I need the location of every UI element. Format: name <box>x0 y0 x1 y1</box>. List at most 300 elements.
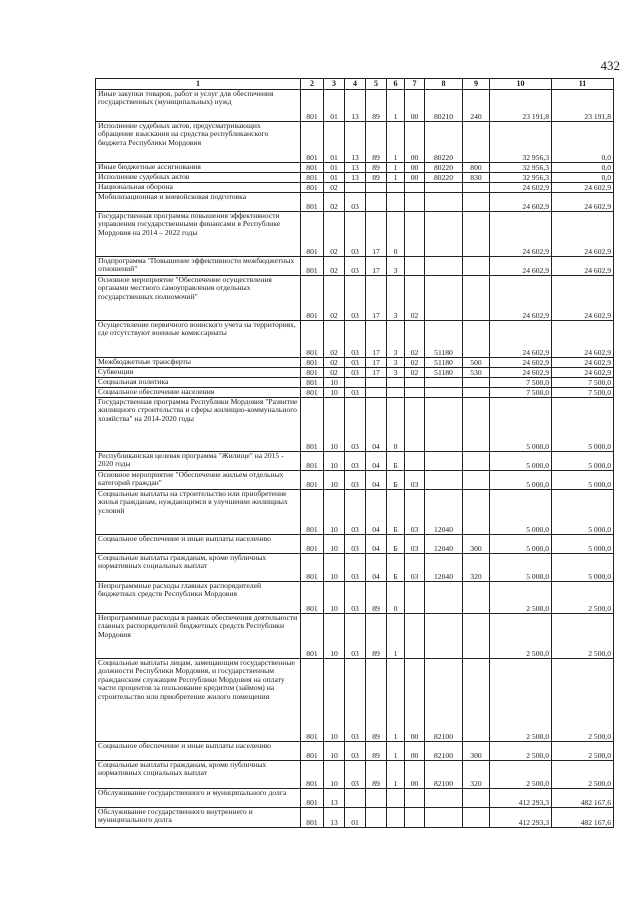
code-cell <box>425 614 463 659</box>
code-cell: 801 <box>301 276 324 321</box>
table-row <box>96 761 614 789</box>
code-cell: 00 <box>405 742 425 761</box>
amount-cell: 32 956,3 <box>490 122 552 163</box>
row-name-cell: Государственная программа повышения эффективности управления государственными финансами в Республике Мордовия на 2014 – 2022 годы <box>96 212 301 257</box>
code-cell: 02 <box>405 276 425 321</box>
code-cell <box>425 471 463 490</box>
code-cell: 3 <box>387 358 405 368</box>
code-cell: 03 <box>345 490 366 535</box>
amount-cell: 482 167,6 <box>552 789 614 808</box>
code-cell: 80210 <box>425 90 463 122</box>
amount-cell: 412 293,3 <box>490 789 552 808</box>
table-row <box>96 388 614 398</box>
code-cell: 1 <box>387 173 405 183</box>
code-cell: 17 <box>366 321 387 358</box>
code-cell: 1 <box>387 90 405 122</box>
amount-cell: 24 602,9 <box>490 358 552 368</box>
code-cell <box>366 789 387 808</box>
code-cell: 801 <box>301 554 324 582</box>
code-cell: 300 <box>463 535 490 554</box>
code-cell: 00 <box>405 761 425 789</box>
amount-cell: 5 000,0 <box>552 471 614 490</box>
code-cell: 03 <box>345 321 366 358</box>
code-cell: 89 <box>366 90 387 122</box>
amount-cell: 24 602,9 <box>490 193 552 212</box>
code-cell: 10 <box>324 388 345 398</box>
code-cell: 01 <box>324 122 345 163</box>
table-row <box>96 378 614 388</box>
column-header: 8 <box>425 79 463 90</box>
code-cell: 801 <box>301 183 324 193</box>
row-name-cell: Основное мероприятие "Обеспечение осуществления органами местного самоуправления отдельных государственных полномочий" <box>96 276 301 321</box>
amount-cell: 5 000,0 <box>490 398 552 452</box>
code-cell: 03 <box>405 471 425 490</box>
code-cell: 17 <box>366 358 387 368</box>
code-cell: Б <box>387 535 405 554</box>
code-cell: 801 <box>301 388 324 398</box>
amount-cell: 24 602,9 <box>552 183 614 193</box>
code-cell <box>425 378 463 388</box>
code-cell: 17 <box>366 212 387 257</box>
code-cell <box>405 614 425 659</box>
code-cell: 13 <box>345 163 366 173</box>
code-cell: 03 <box>345 388 366 398</box>
code-cell <box>366 183 387 193</box>
row-name-cell: Государственная программа Республики Мордовия "Развитие жилищного строительства и сферы жилищно-коммунального хозяйства" на 2014-2020 годы <box>96 398 301 452</box>
code-cell: 0 <box>387 582 405 614</box>
code-cell: 13 <box>345 90 366 122</box>
code-cell: 04 <box>366 452 387 471</box>
column-header: 2 <box>301 79 324 90</box>
code-cell: 89 <box>366 742 387 761</box>
code-cell: 801 <box>301 90 324 122</box>
code-cell: 89 <box>366 582 387 614</box>
code-cell: 80220 <box>425 173 463 183</box>
table-row <box>96 452 614 471</box>
code-cell: 02 <box>324 193 345 212</box>
amount-cell: 2 500,0 <box>552 614 614 659</box>
code-cell <box>463 122 490 163</box>
table-row <box>96 90 614 122</box>
code-cell <box>425 212 463 257</box>
code-cell: 03 <box>405 554 425 582</box>
code-cell <box>425 452 463 471</box>
amount-cell: 0,0 <box>552 122 614 163</box>
code-cell <box>425 183 463 193</box>
code-cell <box>463 193 490 212</box>
code-cell: 03 <box>345 257 366 276</box>
code-cell: 801 <box>301 163 324 173</box>
amount-cell: 5 000,0 <box>490 490 552 535</box>
amount-cell: 2 500,0 <box>490 659 552 742</box>
code-cell: 0 <box>387 212 405 257</box>
amount-cell: 482 167,6 <box>552 808 614 828</box>
code-cell: 03 <box>345 554 366 582</box>
code-cell: 10 <box>324 398 345 452</box>
row-name-cell: Социальное обеспечение и иные выплаты населению <box>96 535 301 554</box>
amount-cell: 24 602,9 <box>490 321 552 358</box>
budget-table-body <box>96 90 614 828</box>
code-cell: 801 <box>301 398 324 452</box>
amount-cell: 24 602,9 <box>490 257 552 276</box>
code-cell <box>463 398 490 452</box>
code-cell: 801 <box>301 582 324 614</box>
column-header: 9 <box>463 79 490 90</box>
amount-cell: 412 293,3 <box>490 808 552 828</box>
amount-cell: 2 500,0 <box>552 659 614 742</box>
code-cell: 801 <box>301 122 324 163</box>
code-cell: 3 <box>387 321 405 358</box>
code-cell: 3 <box>387 368 405 378</box>
code-cell: 82100 <box>425 742 463 761</box>
amount-cell: 5 000,0 <box>552 535 614 554</box>
amount-cell: 5 000,0 <box>490 554 552 582</box>
code-cell <box>425 193 463 212</box>
code-cell: 03 <box>345 193 366 212</box>
code-cell: 03 <box>345 398 366 452</box>
table-row <box>96 582 614 614</box>
code-cell: 13 <box>324 789 345 808</box>
code-cell: 02 <box>324 183 345 193</box>
code-cell: 00 <box>405 173 425 183</box>
code-cell <box>425 388 463 398</box>
code-cell <box>425 808 463 828</box>
row-name-cell: Социальные выплаты гражданам, кроме публичных нормативных социальных выплат <box>96 761 301 789</box>
code-cell: 02 <box>324 257 345 276</box>
code-cell: 03 <box>345 582 366 614</box>
amount-cell: 7 500,0 <box>490 378 552 388</box>
code-cell: 03 <box>345 742 366 761</box>
code-cell <box>463 212 490 257</box>
code-cell: 03 <box>345 276 366 321</box>
column-header: 3 <box>324 79 345 90</box>
table-row <box>96 276 614 321</box>
code-cell <box>425 257 463 276</box>
code-cell: Б <box>387 490 405 535</box>
row-name-cell: Социальная политика <box>96 378 301 388</box>
table-row <box>96 358 614 368</box>
table-row <box>96 193 614 212</box>
code-cell: Б <box>387 471 405 490</box>
code-cell <box>463 276 490 321</box>
code-cell: 03 <box>405 490 425 535</box>
row-name-cell: Непрограммные расходы главных распорядителей бюджетных средств Республики Мордовия <box>96 582 301 614</box>
code-cell <box>387 183 405 193</box>
row-name-cell: Социальное обеспечение и иные выплаты населению <box>96 742 301 761</box>
code-cell: 03 <box>345 452 366 471</box>
code-cell: 830 <box>463 173 490 183</box>
code-cell: 04 <box>366 535 387 554</box>
code-cell: 801 <box>301 452 324 471</box>
code-cell <box>387 789 405 808</box>
code-cell: 10 <box>324 554 345 582</box>
column-header: 1 <box>96 79 301 90</box>
code-cell: Б <box>387 452 405 471</box>
code-cell: 02 <box>405 321 425 358</box>
code-cell: 01 <box>324 90 345 122</box>
header-row <box>96 79 614 90</box>
amount-cell: 7 500,0 <box>490 388 552 398</box>
amount-cell: 7 500,0 <box>552 388 614 398</box>
code-cell: 801 <box>301 193 324 212</box>
code-cell: 89 <box>366 163 387 173</box>
amount-cell: 32 956,3 <box>490 163 552 173</box>
table-row <box>96 554 614 582</box>
table-row <box>96 789 614 808</box>
code-cell <box>366 808 387 828</box>
amount-cell: 5 000,0 <box>490 452 552 471</box>
table-row <box>96 368 614 378</box>
code-cell: 89 <box>366 173 387 183</box>
code-cell <box>463 183 490 193</box>
code-cell: 03 <box>345 659 366 742</box>
code-cell: 10 <box>324 582 345 614</box>
code-cell <box>425 276 463 321</box>
code-cell: 801 <box>301 742 324 761</box>
code-cell <box>366 378 387 388</box>
code-cell: 801 <box>301 358 324 368</box>
code-cell <box>463 257 490 276</box>
row-name-cell: Республиканская целевая программа "Жилище" на 2015 - 2020 годы <box>96 452 301 471</box>
table-row <box>96 173 614 183</box>
row-name-cell: Непрограммные расходы в рамках обеспечения деятельности главных распорядителей бюджетных средств Республики Мордовия <box>96 614 301 659</box>
code-cell: 10 <box>324 742 345 761</box>
amount-cell: 23 191,8 <box>552 90 614 122</box>
amount-cell: 2 500,0 <box>490 742 552 761</box>
code-cell <box>425 582 463 614</box>
code-cell: 12040 <box>425 490 463 535</box>
code-cell: 10 <box>324 659 345 742</box>
amount-cell: 5 000,0 <box>552 554 614 582</box>
amount-cell: 5 000,0 <box>552 398 614 452</box>
code-cell: 04 <box>366 398 387 452</box>
code-cell: 1 <box>387 163 405 173</box>
row-name-cell: Национальная оборона <box>96 183 301 193</box>
row-name-cell: Исполнение судебных актов <box>96 173 301 183</box>
code-cell: 3 <box>387 276 405 321</box>
code-cell: 17 <box>366 368 387 378</box>
code-cell: 89 <box>366 122 387 163</box>
code-cell: 10 <box>324 535 345 554</box>
code-cell: 10 <box>324 490 345 535</box>
code-cell: 300 <box>463 742 490 761</box>
amount-cell: 24 602,9 <box>552 276 614 321</box>
code-cell: 02 <box>324 276 345 321</box>
code-cell: 03 <box>345 614 366 659</box>
amount-cell: 24 602,9 <box>490 276 552 321</box>
code-cell <box>463 808 490 828</box>
code-cell: 82100 <box>425 659 463 742</box>
amount-cell: 24 602,9 <box>490 183 552 193</box>
code-cell: 03 <box>345 368 366 378</box>
row-name-cell: Социальное обеспечение населения <box>96 388 301 398</box>
row-name-cell: Субвенции <box>96 368 301 378</box>
amount-cell: 0,0 <box>552 173 614 183</box>
table-row <box>96 122 614 163</box>
row-name-cell: Социальные выплаты на строительство или приобретение жилья гражданам, нуждающимся в улучшении жилищных условий <box>96 490 301 535</box>
table-row <box>96 535 614 554</box>
code-cell: 1 <box>387 614 405 659</box>
code-cell: 02 <box>324 358 345 368</box>
code-cell <box>463 582 490 614</box>
column-header: 4 <box>345 79 366 90</box>
code-cell: 801 <box>301 808 324 828</box>
code-cell <box>405 388 425 398</box>
amount-cell: 24 602,9 <box>490 368 552 378</box>
budget-table <box>95 78 614 828</box>
code-cell <box>405 212 425 257</box>
table-row <box>96 614 614 659</box>
code-cell: 12040 <box>425 554 463 582</box>
code-cell <box>387 193 405 212</box>
column-header: 11 <box>552 79 614 90</box>
code-cell: 10 <box>324 614 345 659</box>
code-cell: 17 <box>366 276 387 321</box>
code-cell <box>405 808 425 828</box>
row-name-cell: Подпрограмма "Повышение эффективности межбюджетных отношений" <box>96 257 301 276</box>
code-cell <box>463 321 490 358</box>
code-cell: Б <box>387 554 405 582</box>
code-cell <box>463 614 490 659</box>
code-cell: 13 <box>345 173 366 183</box>
amount-cell: 5 000,0 <box>490 471 552 490</box>
code-cell <box>463 789 490 808</box>
table-row <box>96 212 614 257</box>
code-cell: 04 <box>366 490 387 535</box>
amount-cell: 24 602,9 <box>552 193 614 212</box>
table-row <box>96 398 614 452</box>
code-cell: 801 <box>301 378 324 388</box>
amount-cell: 7 500,0 <box>552 378 614 388</box>
amount-cell: 5 000,0 <box>552 452 614 471</box>
code-cell: 3 <box>387 257 405 276</box>
code-cell: 13 <box>324 808 345 828</box>
code-cell <box>463 659 490 742</box>
code-cell: 03 <box>345 761 366 789</box>
table-row <box>96 808 614 828</box>
row-name-cell: Осуществление первичного воинского учета на территориях, где отсутствуют военные комиссариаты <box>96 321 301 358</box>
amount-cell: 24 602,9 <box>552 321 614 358</box>
code-cell: 02 <box>324 368 345 378</box>
code-cell <box>366 193 387 212</box>
row-name-cell: Мобилизационная и вневойсковая подготовка <box>96 193 301 212</box>
code-cell: 13 <box>345 122 366 163</box>
amount-cell: 24 602,9 <box>552 358 614 368</box>
code-cell: 801 <box>301 614 324 659</box>
code-cell: 01 <box>324 173 345 183</box>
code-cell: 04 <box>366 554 387 582</box>
code-cell <box>405 257 425 276</box>
code-cell: 240 <box>463 90 490 122</box>
code-cell: 1 <box>387 122 405 163</box>
code-cell: 51180 <box>425 321 463 358</box>
code-cell: 03 <box>345 358 366 368</box>
row-name-cell: Исполнение судебных актов, предусматривающих обращение взыскания на средства республиканского бюджета Республики Мордовия <box>96 122 301 163</box>
code-cell: 0 <box>387 398 405 452</box>
code-cell <box>405 789 425 808</box>
amount-cell: 24 602,9 <box>552 212 614 257</box>
amount-cell: 5 000,0 <box>552 490 614 535</box>
code-cell <box>345 789 366 808</box>
row-name-cell: Социальные выплаты лицам, замещающим государственные должности Республики Мордовия, и государственным гражданским служащим Республики Мордовия на оплату части процентов за пользование кредитом (займом) на строительство или приобретение жилого помещения <box>96 659 301 742</box>
row-name-cell: Иные бюджетные ассигнования <box>96 163 301 173</box>
code-cell <box>405 183 425 193</box>
code-cell: 01 <box>324 163 345 173</box>
code-cell <box>463 388 490 398</box>
code-cell: 89 <box>366 761 387 789</box>
code-cell: 04 <box>366 471 387 490</box>
code-cell: 801 <box>301 173 324 183</box>
amount-cell: 2 500,0 <box>552 582 614 614</box>
code-cell: 02 <box>324 212 345 257</box>
amount-cell: 2 500,0 <box>490 761 552 789</box>
amount-cell: 24 602,9 <box>552 368 614 378</box>
code-cell <box>345 378 366 388</box>
amount-cell: 2 500,0 <box>490 582 552 614</box>
code-cell <box>405 452 425 471</box>
code-cell: 89 <box>366 614 387 659</box>
code-cell <box>366 388 387 398</box>
amount-cell: 2 500,0 <box>490 614 552 659</box>
row-name-cell: Основное мероприятие "Обеспечение жильем отдельных категорий граждан" <box>96 471 301 490</box>
code-cell <box>405 398 425 452</box>
row-name-cell: Социальные выплаты гражданам, кроме публичных нормативных социальных выплат <box>96 554 301 582</box>
table-row <box>96 163 614 173</box>
row-name-cell: Обслуживание государственного внутреннего и муниципального долга <box>96 808 301 828</box>
code-cell: 500 <box>463 358 490 368</box>
table-row <box>96 490 614 535</box>
code-cell: 801 <box>301 368 324 378</box>
code-cell: 03 <box>345 535 366 554</box>
code-cell <box>405 582 425 614</box>
row-name-cell: Межбюджетные трансферты <box>96 358 301 368</box>
page-number: 432 <box>600 58 620 73</box>
code-cell: 00 <box>405 163 425 173</box>
row-name-cell: Обслуживание государственного и муниципального долга <box>96 789 301 808</box>
table-row <box>96 471 614 490</box>
code-cell: 01 <box>345 808 366 828</box>
code-cell: 801 <box>301 490 324 535</box>
code-cell: 10 <box>324 452 345 471</box>
code-cell: 10 <box>324 378 345 388</box>
code-cell <box>425 789 463 808</box>
code-cell <box>387 378 405 388</box>
code-cell: 1 <box>387 761 405 789</box>
column-header: 6 <box>387 79 405 90</box>
column-header: 10 <box>490 79 552 90</box>
code-cell: 12040 <box>425 535 463 554</box>
table-row <box>96 659 614 742</box>
code-cell: 801 <box>301 761 324 789</box>
code-cell: 02 <box>405 368 425 378</box>
code-cell: 800 <box>463 163 490 173</box>
code-cell: 80220 <box>425 122 463 163</box>
table-row <box>96 257 614 276</box>
code-cell <box>425 398 463 452</box>
code-cell: 02 <box>324 321 345 358</box>
amount-cell: 24 602,9 <box>490 212 552 257</box>
code-cell: 80220 <box>425 163 463 173</box>
code-cell: 00 <box>405 90 425 122</box>
code-cell: 801 <box>301 535 324 554</box>
amount-cell: 0,0 <box>552 163 614 173</box>
code-cell <box>405 378 425 388</box>
code-cell: 530 <box>463 368 490 378</box>
column-header: 7 <box>405 79 425 90</box>
table-row <box>96 321 614 358</box>
code-cell: 00 <box>405 122 425 163</box>
column-header: 5 <box>366 79 387 90</box>
